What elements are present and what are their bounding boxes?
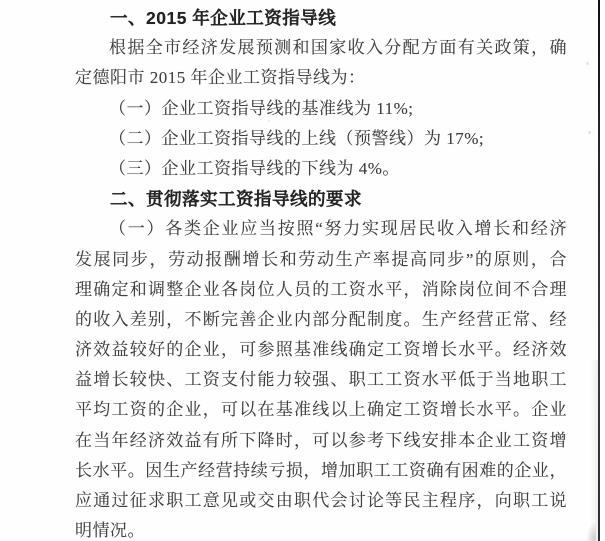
scan-edge-shadow <box>590 360 598 541</box>
document-line: 发展同步，劳动报酬增长和劳动生产率提高同步”的原则，合 <box>75 249 567 269</box>
scan-corner-smudge <box>586 522 596 541</box>
scan-speck <box>588 131 591 134</box>
scan-speck <box>586 62 589 65</box>
document-line: 济效益较好的企业，可参照基准线确定工资增长水平。经济效 <box>75 340 567 360</box>
document-line: 根据全市经济发展预测和国家收入分配方面有关政策，确 <box>109 38 567 58</box>
document-line: （一）各类企业应当按照“努力实现居民收入增长和经济 <box>109 219 567 239</box>
section-heading: 二、贯彻落实工资指导线的要求 <box>110 189 362 210</box>
document-line: 定德阳市 2015 年企业工资指导线为： <box>75 68 366 88</box>
document-line: 理确定和调整企业各岗位人员的工资水平，消除岗位间不合理 <box>75 279 567 299</box>
scan-edge-line <box>598 0 600 541</box>
document-line: 在当年经济效益有所下降时，可以参考下线安排本企业工资增 <box>75 430 567 450</box>
document-line: （三）企业工资指导线的下线为 4%。 <box>109 158 400 178</box>
section-heading: 一、2015 年企业工资指导线 <box>110 8 337 28</box>
document-line: 长水平。因生产经营持续亏损，增加职工工资确有困难的企业， <box>75 460 567 480</box>
document-line: （一）企业工资指导线的基准线为 11%; <box>109 98 414 118</box>
document-line: 的收入差别，不断完善企业内部分配制度。生产经营正常、经 <box>75 309 567 329</box>
document-line: （二）企业工资指导线的上线（预警线）为 17%; <box>109 128 485 148</box>
document-line: 明情况。 <box>75 521 145 541</box>
document-line: 益增长较快、工资支付能力较强、职工工资水平低于当地职工 <box>75 370 567 390</box>
text-block <box>75 3 567 541</box>
scan-speck <box>268 120 270 122</box>
document-line: 应通过征求职工意见或交由职代会讨论等民主程序，向职工说 <box>75 491 567 510</box>
document-line: 平均工资的企业，可以在基准线以上确定工资增长水平。企业 <box>75 400 567 420</box>
